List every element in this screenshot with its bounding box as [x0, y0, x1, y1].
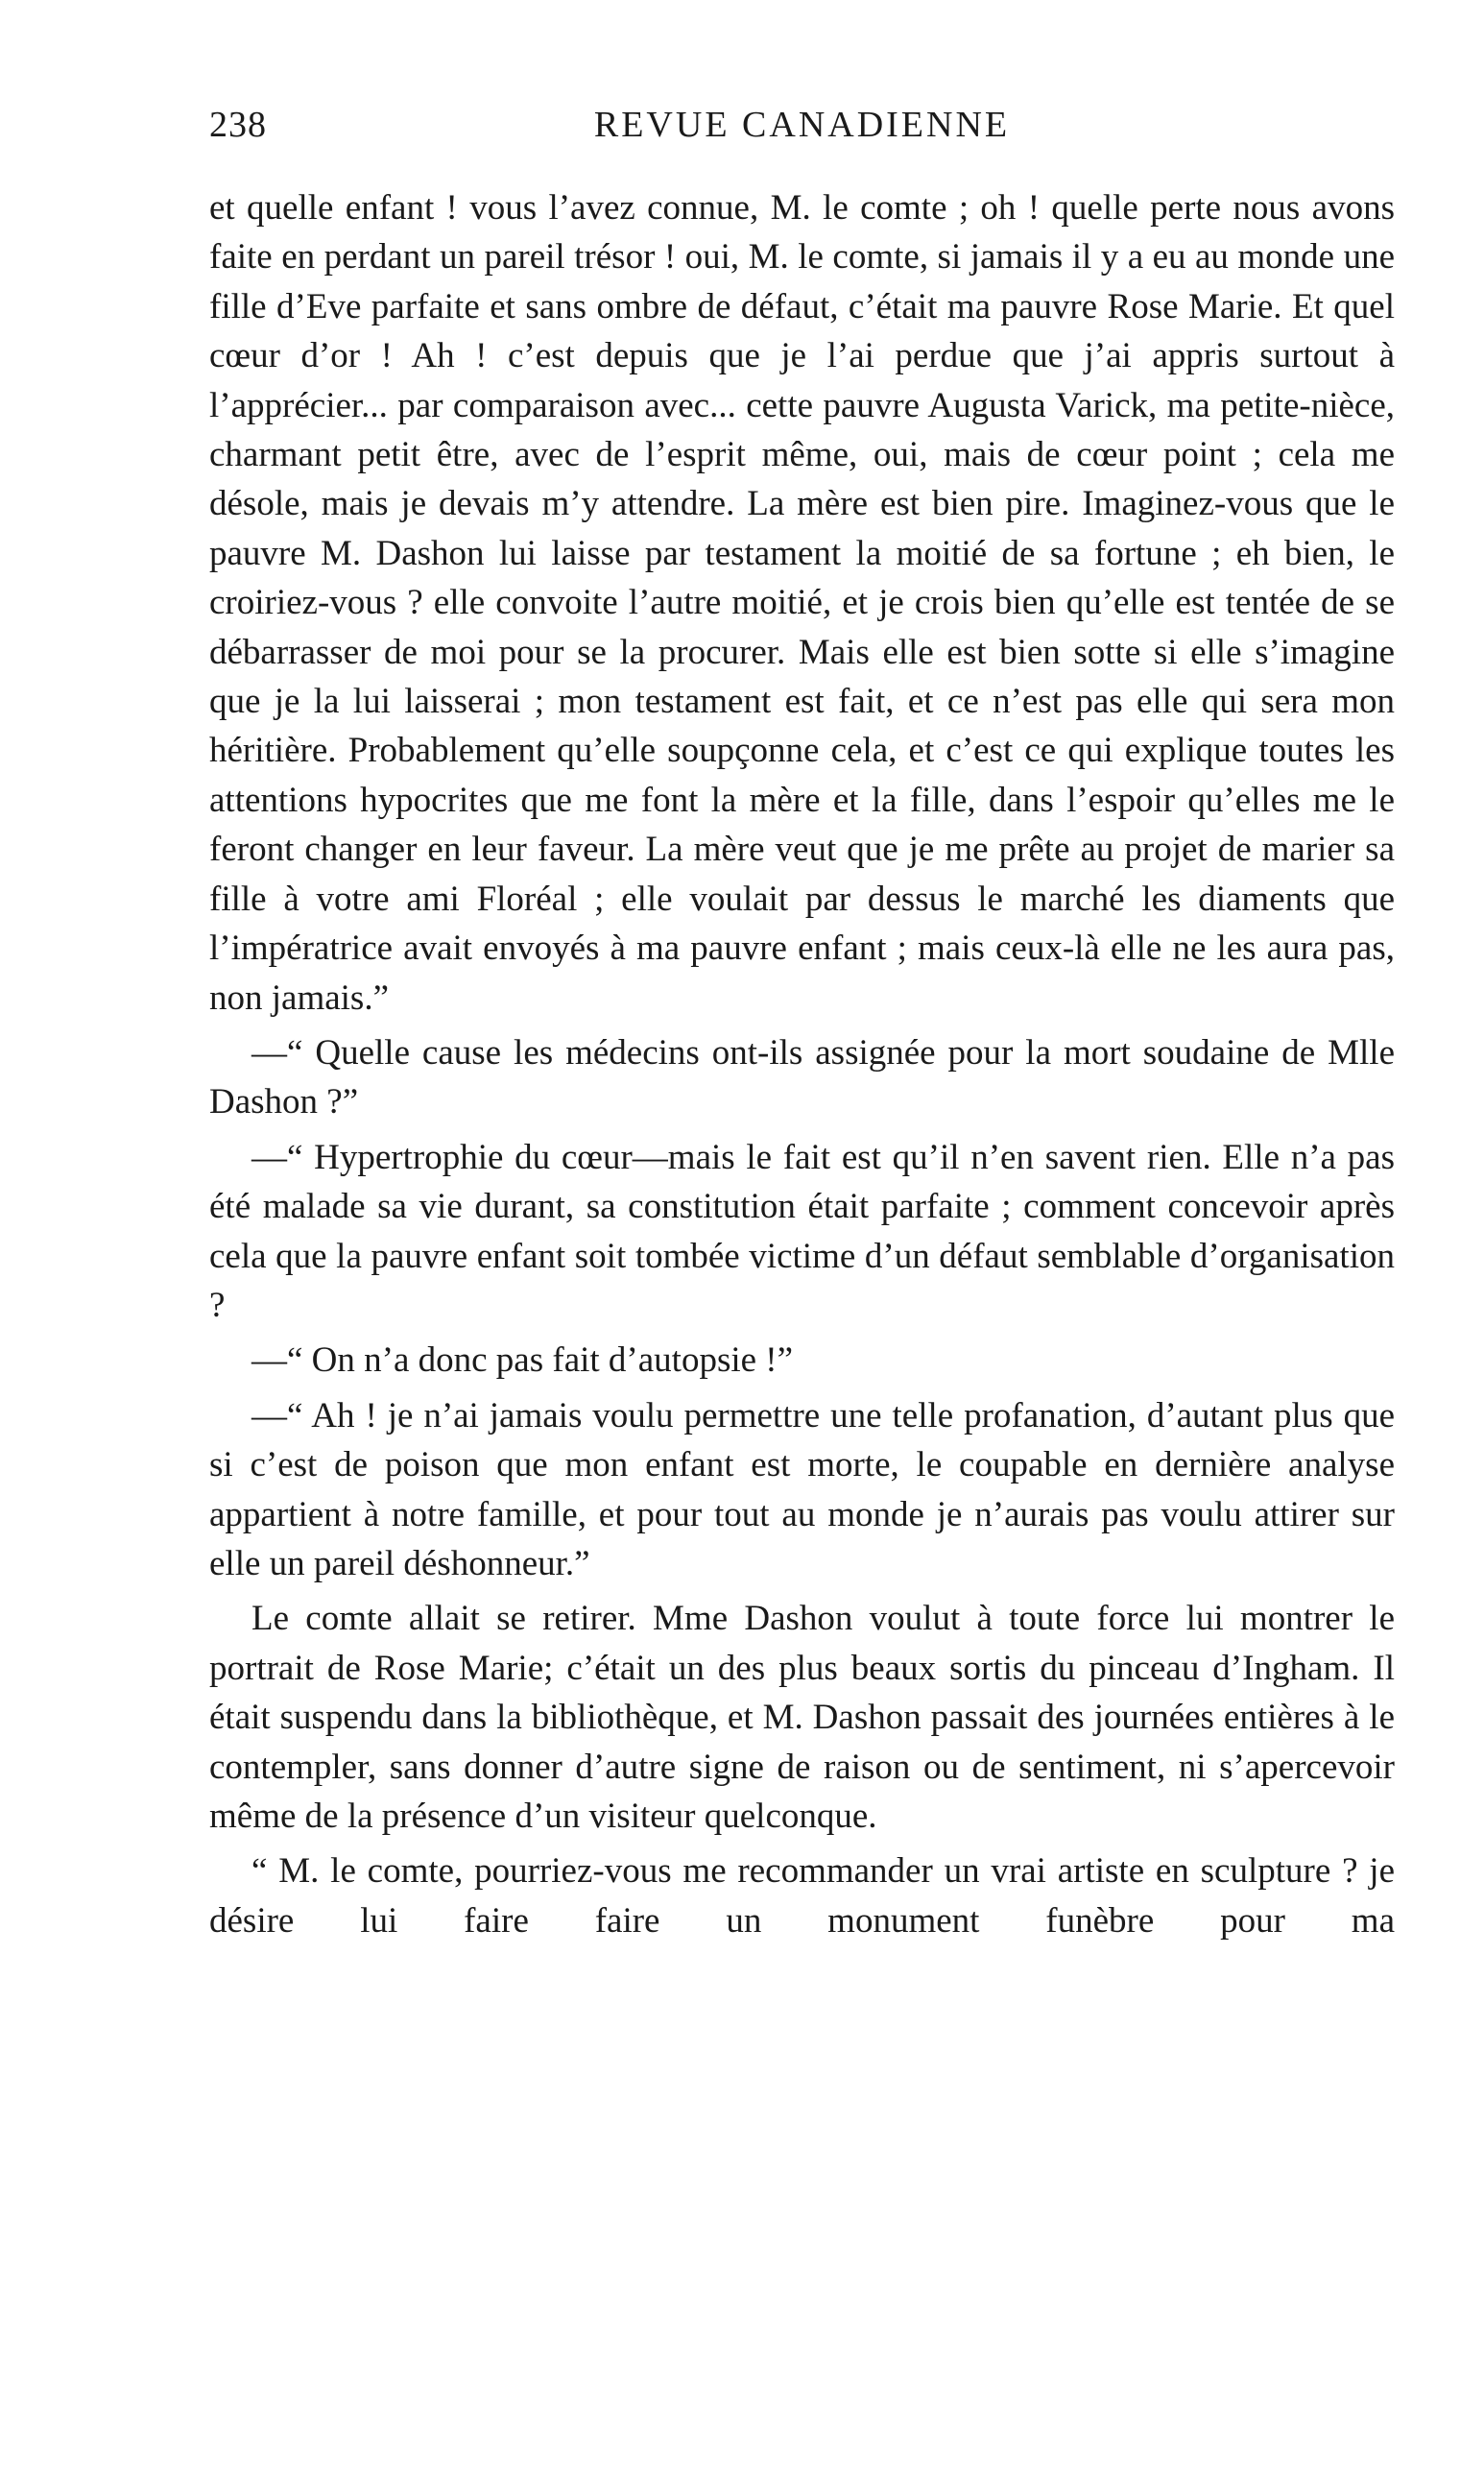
page-header [209, 104, 1395, 156]
paragraph: —“ Ah ! je n’ai jamais voulu permettre une telle profanation, d’autant plus que si c’est de poison que mon enfant est morte, le coupable en dernière analyse appartient à notre famille, et pour tout au monde je n’aurais pas voulu attirer sur elle un pareil déshonneur.” [209, 1395, 1395, 1583]
page-number: 238 [209, 105, 267, 145]
paragraph: Le comte allait se retirer. Mme Dashon voulut à toute force lui montrer le portrait de Rose Marie; c’était un des plus beaux sortis du pinceau d’Ingham. Il était suspendu dans la bibliothèque, et M. Dashon passait des journées entières à le contempler, sans donner d’autre signe de raison ou de sentiment, ni s’apercevoir même de la présence d’un visiteur quelconque. [209, 1599, 1395, 1836]
running-title: REVUE CANADIENNE [593, 105, 1011, 145]
paragraph: —“ Quelle cause les médecins ont-ils assignée pour la mort soudaine de Mlle Dashon ?” [209, 1032, 1395, 1122]
paragraph: —“ On n’a donc pas fait d’autopsie !” [251, 1340, 794, 1381]
paragraph: “ M. le comte, pourriez-vous me recommander un vrai artiste en sculpture ? je désire lui faire faire un monument funèbre pour ma [209, 1851, 1395, 1941]
paragraph: et quelle enfant ! vous l’avez connue, M. le comte ; oh ! quelle perte nous avons faite en perdant un pareil trésor ! oui, M. le comte, si jamais il y a eu au monde une fille d’Eve parfaite et sans ombre de défaut, c’était ma pauvre Rose Marie. Et quel cœur d’or ! Ah ! c’est depuis que je l’ai perdue que j’ai appris surtout à l’apprécier... par comparaison avec... cette pauvre Augusta Varick, ma petite-nièce, charmant petit être, avec de l’esprit même, oui, mais de cœur point ; cela me désole, mais je devais m’y attendre. La mère est bien pire. Imaginez-vous que le pauvre M. Dashon lui laisse par testament la moitié de sa fortune ; eh bien, le croiriez-vous ? elle convoite l’autre moitié, et je crois bien qu’elle est tentée de se débarrasser de moi pour se la procurer. Mais elle est bien sotte si elle s’imagine que je la lui laisserai ; mon testament est fait, et ce n’est pas elle qui sera mon héritière. Probablement qu’elle soupçonne cela, et c’est ce qui explique toutes les attentions hypocrites que me font la mère et la fille, dans l’espoir qu’elles me le feront changer en leur faveur. La mère veut que je me prête au projet de marier sa fille à votre ami Floréal ; elle voulait par dessus le marché les diaments que l’impératrice avait envoyés à ma pauvre enfant ; mais ceux-là elle ne les aura pas, non jamais.” [209, 188, 1395, 1018]
body-text [209, 183, 1395, 1951]
paragraph: —“ Hypertrophie du cœur—mais le fait est qu’il n’en savent rien. Elle n’a pas été malade sa vie durant, sa constitution était parfaite ; comment concevoir après cela que la pauvre enfant soit tombée victime d’un défaut semblable d’organisation ? [209, 1137, 1395, 1325]
